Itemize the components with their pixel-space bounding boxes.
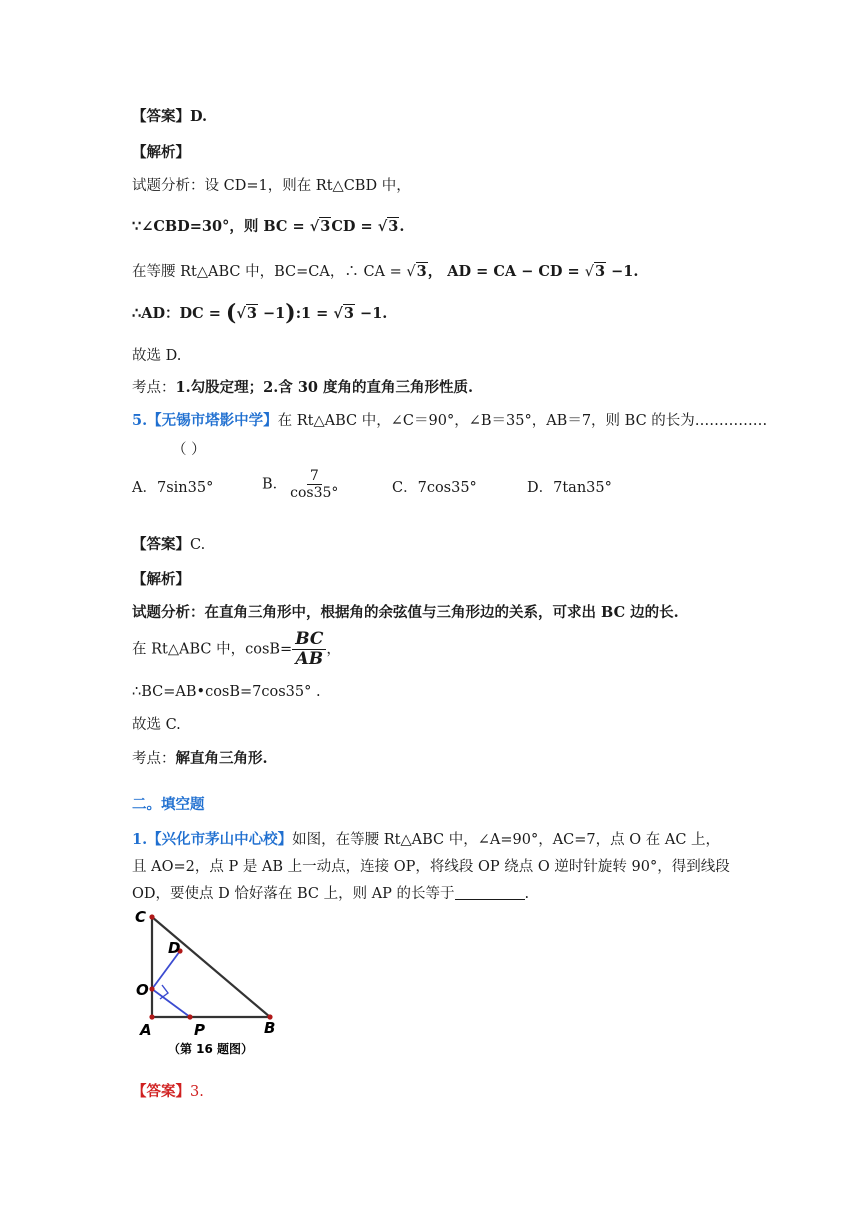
q5-analysis-line1: 试题分析：在直角三角形中，根据角的余弦值与三角形边的关系，可求出 BC 边的长. <box>132 604 679 621</box>
point-p <box>187 1014 192 1019</box>
q5-answer: 【答案】C. <box>132 536 206 553</box>
q4-answer <box>132 107 207 127</box>
figure-caption: （第 16 题图） <box>168 1042 254 1056</box>
q5-option-d: D．7tan35° <box>527 480 612 496</box>
q1-stem-line1: 1.【兴化市茅山中心校】如图，在等腰 Rt△ABC 中，∠A=90°，AC=7，点 O 在 AC 上， <box>132 831 721 848</box>
sqrt: √3 <box>333 305 354 322</box>
point-a <box>149 1014 154 1019</box>
q5-analysis-line3: ∴BC=AB•cosB=7cos35° . <box>132 684 321 700</box>
q4-analysis-line1: 试题分析：设 CD=1，则在 Rt△CBD 中， <box>132 178 411 194</box>
label-d: D <box>168 939 181 957</box>
q1-stem-line2: 且 AO=2，点 P 是 AB 上一动点，连接 OP，将线段 OP 绕点 O 逆时针旋转 90°，得到线段 <box>132 859 730 875</box>
q5-option-c: C．7cos35° <box>392 480 477 496</box>
fraction: $\frac{7}{\cos 35^\circ}$ <box>290 468 339 501</box>
q1-answer: 【答案】3. <box>132 1083 204 1100</box>
q4-analysis-line2: ∵∠CBD=30°，则 BC = √3CD = √3. <box>132 218 405 235</box>
geometry-figure <box>130 905 430 1065</box>
fraction: $\frac{BC}{AB}$ <box>292 630 326 669</box>
q5-analysis-line2: 在 Rt△ABC 中，cosB= $\frac{BC}{AB}$ ， <box>132 629 341 669</box>
point-o <box>149 986 154 991</box>
q5-analysis-label: 【解析】 <box>132 571 190 588</box>
sqrt: √3 <box>309 218 331 235</box>
label-a: A <box>140 1021 152 1039</box>
answer-label: 【答案】 <box>132 108 190 125</box>
label-c: C <box>135 908 147 926</box>
question-number: 1. <box>132 831 148 848</box>
q4-analysis-line4: ∴AD：DC = (√3 −1):1 = √3 −1. <box>132 300 388 326</box>
question-source: 【兴化市茅山中心校】 <box>147 831 293 848</box>
question-source: 【无锡市塔影中学】 <box>147 412 278 429</box>
label-b: B <box>264 1019 276 1037</box>
sqrt: √3 <box>406 263 427 280</box>
q5-stem: 5.【无锡市塔影中学】在 Rt△ABC 中，∠C＝90°，∠B＝35°，AB＝7，则 BC 的长为…………… <box>132 412 768 429</box>
q4-kaodian: 考点：1.勾股定理；2.含 30 度角的直角三角形性质. <box>132 379 474 396</box>
segment-op <box>152 989 190 1017</box>
q5-option-b: B． $\frac{7}{\cos 35^\circ}$ <box>262 468 341 501</box>
q5-choose: 故选 C. <box>132 717 181 733</box>
answer-value: D. <box>190 108 208 125</box>
section-title: 二。填空题 <box>132 796 205 813</box>
sqrt: √3 <box>377 218 399 235</box>
label-o: O <box>136 981 149 999</box>
q1-stem-line3: OD，要使点 D 恰好落在 BC 上，则 AP 的长等于 . <box>132 886 530 902</box>
label-p: P <box>194 1021 205 1039</box>
question-number: 5. <box>132 412 148 429</box>
q5-kaodian: 考点：解直角三角形. <box>132 750 268 767</box>
q5-paren: （ ） <box>172 442 206 458</box>
q4-choose: 故选 D. <box>132 348 182 364</box>
q4-analysis-label: 【解析】 <box>132 144 190 161</box>
answer-blank <box>455 885 525 900</box>
q5-option-a: A．7sin35° <box>132 480 214 496</box>
q4-analysis-line3: 在等腰 Rt△ABC 中，BC=CA，∴ CA = √3， AD = CA − CD = √3 −1. <box>132 263 639 280</box>
sqrt: √3 <box>236 305 257 322</box>
point-c <box>149 914 154 919</box>
sqrt: √3 <box>584 263 606 280</box>
